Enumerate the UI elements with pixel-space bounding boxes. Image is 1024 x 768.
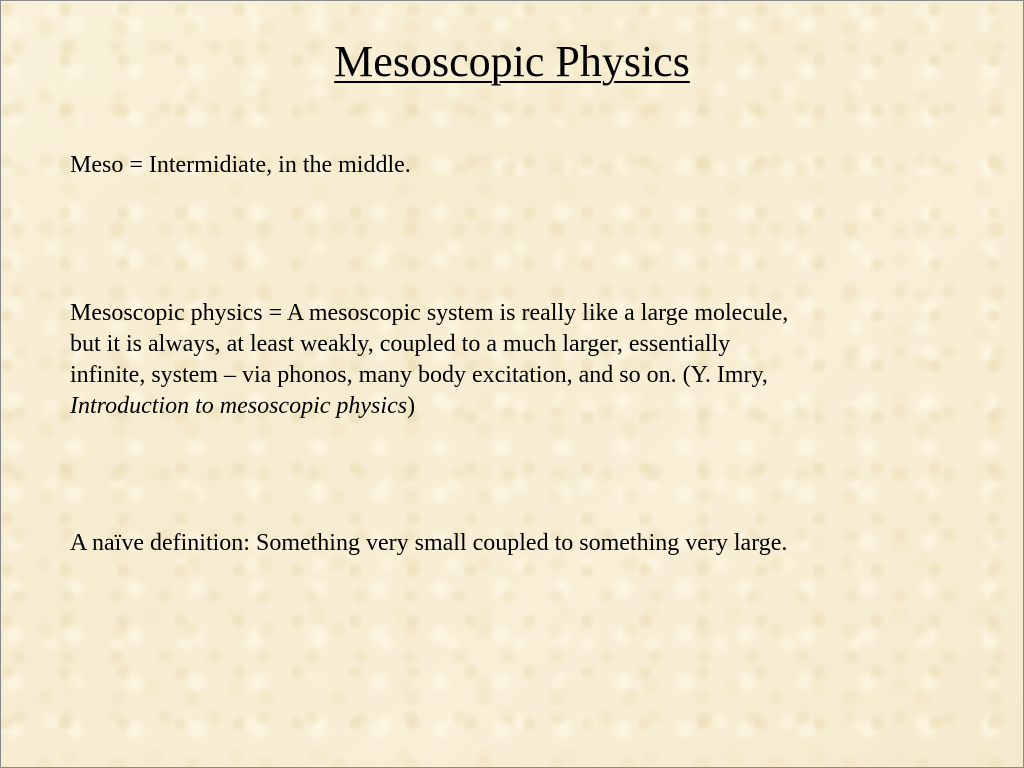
definition-line-3: infinite, system – via phonos, many body excitation, and so on. (Y. Imry, [70,362,768,388]
slide-title [0,36,1024,88]
definition-mesoscopic-physics [70,298,950,422]
naive-definition: A naïve definition: Something very small coupled to something very large. [70,530,788,556]
slide-title-text: Mesoscopic Physics [334,37,690,86]
definition-line-1: Mesoscopic physics = A mesoscopic system is really like a large molecule, [70,300,789,326]
book-title: Introduction to mesoscopic physics [70,393,408,419]
definition-meso: Meso = Intermidiate, in the middle. [70,152,411,178]
closing-parenthesis: ) [407,393,416,419]
definition-line-2: but it is always, at least weakly, coupled to a much larger, essentially [70,331,731,357]
